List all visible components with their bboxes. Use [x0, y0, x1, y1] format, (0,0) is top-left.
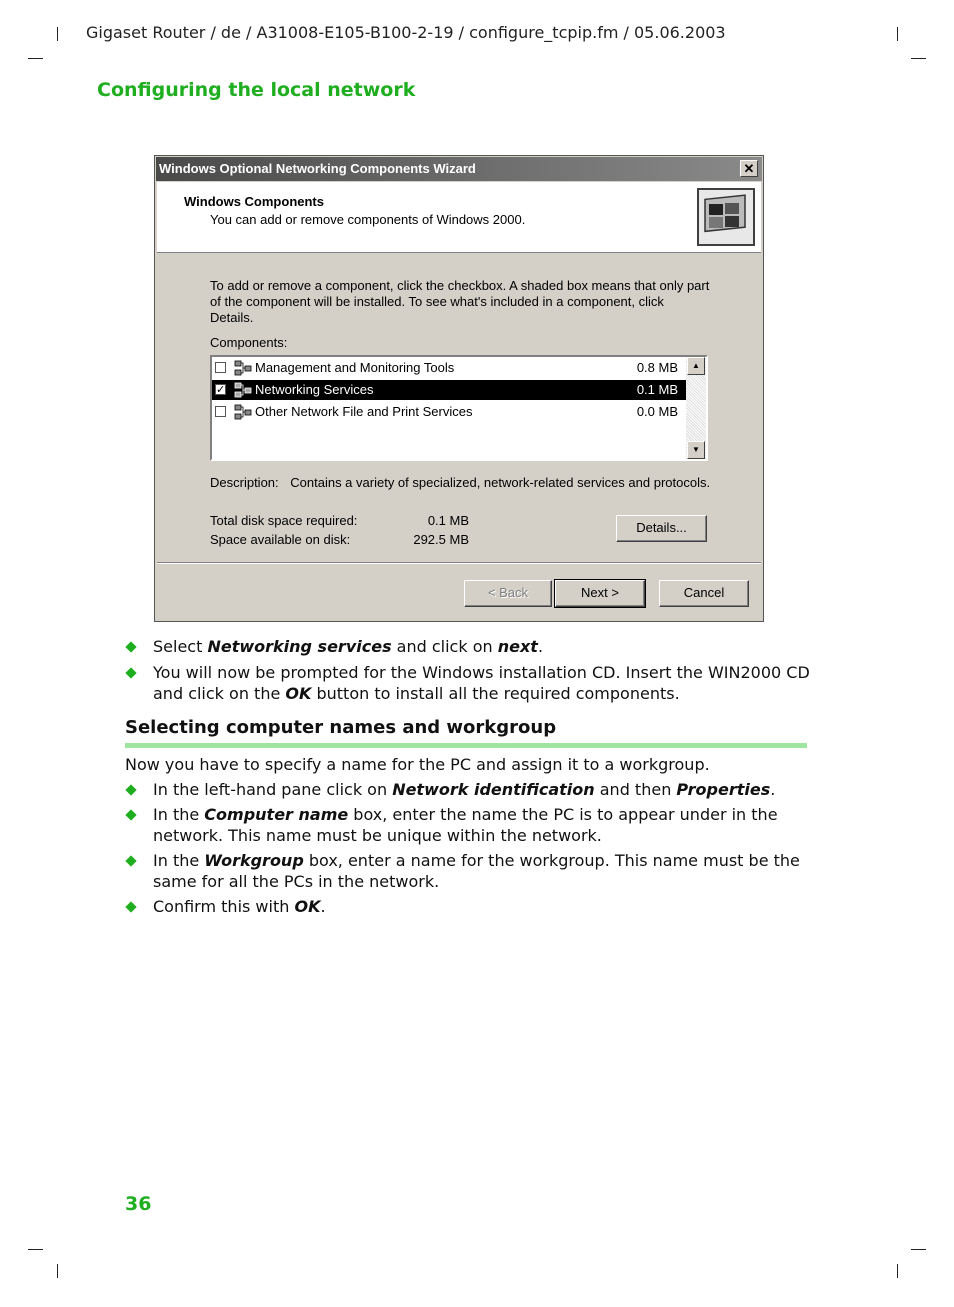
crop-mark — [911, 58, 926, 59]
bullet-text: . — [320, 897, 326, 916]
network-icon — [234, 360, 253, 382]
bullet-emphasis: Networking services — [207, 637, 392, 656]
disk-available-value: 292.5 MB — [413, 532, 469, 547]
list-item — [125, 637, 815, 658]
list-item — [125, 851, 815, 892]
crop-mark — [28, 58, 43, 59]
bullet-text: button to install all the required components. — [311, 683, 680, 703]
description-text: Contains a variety of specialized, network-related services and protocols. — [290, 475, 711, 490]
disk-required-label: Total disk space required: — [210, 513, 358, 528]
crop-mark — [911, 1249, 926, 1250]
bullet-emphasis: Computer name — [204, 805, 349, 824]
scroll-down-button[interactable] — [687, 441, 705, 459]
bullet-emphasis: OK — [294, 897, 321, 916]
component-size: 0.8 MB — [636, 360, 678, 375]
section-title: Configuring the local network — [97, 79, 416, 101]
bullet-diamond-icon — [125, 667, 136, 678]
bullet-emphasis: Properties — [676, 780, 771, 799]
list-item — [125, 663, 815, 704]
bullet-text: box, enter a name for the workgroup. This name must be the same for all the PCs in the network. — [153, 851, 800, 891]
instructions-text: To add or remove a component, click the checkbox. A shaded box means that only part of the component will be installed. To see what's included in a component, click Details. — [210, 278, 710, 325]
list-item[interactable] — [212, 402, 686, 422]
bullet-text: In the — [153, 805, 205, 824]
component-size: 0.1 MB — [636, 382, 678, 397]
dialog-title: Windows Optional Networking Components Wizard — [159, 161, 476, 176]
subsection-title: Selecting computer names and workgroup — [125, 717, 557, 738]
back-button[interactable]: < Back — [464, 580, 552, 607]
bullet-text: and click on — [391, 637, 498, 656]
list-item — [125, 780, 815, 801]
bullet-text: . — [537, 637, 544, 656]
disk-available-label: Space available on disk: — [210, 532, 351, 547]
bullet-text: In the — [153, 851, 205, 870]
page-number: 36 — [125, 1193, 152, 1215]
next-button[interactable]: Next > — [555, 580, 645, 607]
intro-paragraph: Now you have to specify a name for the PC and assign it to a workgroup. — [125, 755, 710, 774]
list-item — [125, 805, 815, 846]
crop-mark — [57, 1264, 58, 1278]
wizard-header — [157, 182, 761, 253]
network-icon — [234, 404, 253, 426]
crop-mark — [28, 1249, 43, 1250]
bullet-text: Select — [153, 637, 208, 656]
crop-mark — [897, 1264, 898, 1278]
list-scrollbar[interactable] — [686, 357, 706, 459]
bullet-emphasis: Workgroup — [204, 851, 304, 870]
bullet-text: Confirm this with — [153, 897, 295, 916]
disk-required-value: 0.1 MB — [427, 513, 469, 528]
details-button[interactable]: Details... — [616, 515, 707, 542]
bullet-emphasis: OK — [285, 683, 312, 703]
description-row — [210, 475, 710, 490]
description-label: Description: — [210, 475, 279, 490]
arrow-down-icon: ▼ — [692, 445, 700, 454]
bullet-diamond-icon — [125, 784, 136, 795]
close-button[interactable] — [740, 160, 758, 177]
wizard-heading: Windows Components — [184, 194, 324, 209]
component-checkbox[interactable] — [215, 362, 226, 373]
component-name: Management and Monitoring Tools — [255, 360, 455, 375]
bullet-diamond-icon — [125, 855, 136, 866]
list-item[interactable] — [212, 358, 686, 378]
running-head: Gigaset Router / de / A31008-E105-B100-2-19 / configure_tcpip.fm / 05.06.2003 — [86, 23, 726, 42]
bullet-diamond-icon — [125, 901, 136, 912]
wizard-dialog — [154, 155, 764, 622]
list-item — [125, 897, 815, 918]
component-name: Other Network File and Print Services — [255, 404, 473, 419]
component-checkbox[interactable] — [215, 406, 226, 417]
bullet-emphasis: Network identification — [392, 780, 595, 799]
bullet-text: . — [770, 780, 776, 799]
bullet-text: box, enter the name the PC is to appear under in the network. This name must be unique within the network. — [153, 805, 778, 845]
close-icon: ✕ — [743, 161, 755, 176]
button-separator — [157, 562, 761, 564]
components-label: Components: — [210, 335, 288, 350]
network-icon — [234, 382, 253, 404]
crop-mark — [897, 27, 898, 41]
bullet-text: In the left-hand pane click on — [153, 780, 393, 799]
bullet-text: You will now be prompted for the Windows installation CD. Insert the WIN2000 CD and click on the — [153, 663, 810, 703]
section-rule — [125, 743, 807, 748]
cancel-button[interactable]: Cancel — [659, 580, 749, 607]
list-item[interactable] — [212, 380, 686, 400]
component-size: 0.0 MB — [636, 404, 678, 419]
bullet-diamond-icon — [125, 641, 136, 652]
scroll-up-button[interactable] — [687, 357, 705, 375]
component-name: Networking Services — [255, 382, 374, 397]
wizard-subheading: You can add or remove components of Windows 2000. — [210, 212, 526, 227]
components-listbox[interactable] — [210, 355, 708, 461]
bullet-text: and then — [594, 780, 677, 799]
bullet-diamond-icon — [125, 809, 136, 820]
windows-logo-icon — [697, 188, 755, 246]
crop-mark — [57, 27, 58, 41]
arrow-up-icon: ▲ — [692, 361, 700, 370]
component-checkbox[interactable]: ✓ — [216, 384, 226, 396]
bullet-emphasis: next — [497, 637, 538, 656]
dialog-titlebar — [156, 157, 762, 181]
